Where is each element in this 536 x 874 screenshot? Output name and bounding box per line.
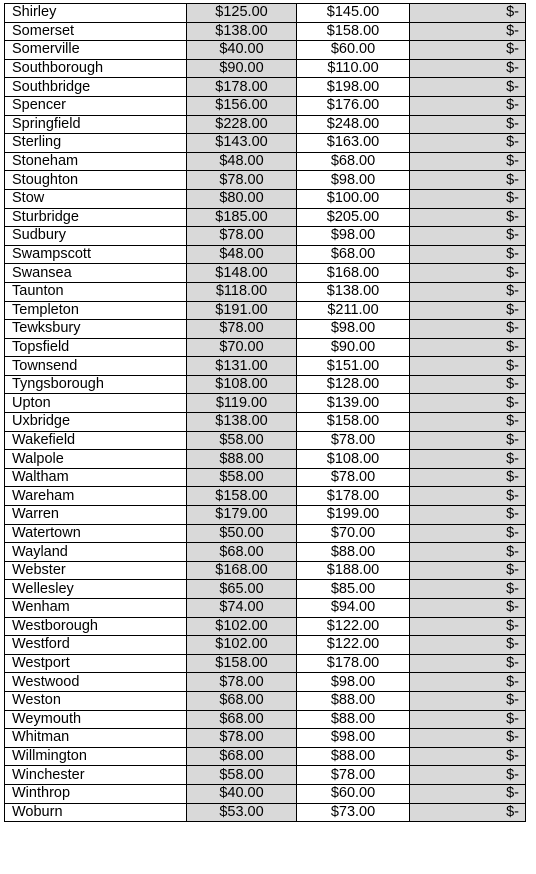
amount-cell-column-3: $68.00 — [297, 245, 410, 264]
amount-cell-column-4: $- — [410, 654, 526, 673]
amount-cell-column-2: $102.00 — [187, 617, 297, 636]
town-name-cell: Winchester — [5, 766, 187, 785]
amount-cell-column-2: $131.00 — [187, 357, 297, 376]
amount-cell-column-3: $138.00 — [297, 282, 410, 301]
table-row — [5, 338, 526, 357]
town-fee-table — [4, 3, 526, 822]
town-name-cell: Westport — [5, 654, 187, 673]
amount-cell-column-4: $- — [410, 41, 526, 60]
town-name-cell: Weymouth — [5, 710, 187, 729]
table-row — [5, 710, 526, 729]
amount-cell-column-2: $68.00 — [187, 691, 297, 710]
amount-cell-column-3: $98.00 — [297, 171, 410, 190]
table-row — [5, 617, 526, 636]
amount-cell-column-2: $78.00 — [187, 171, 297, 190]
amount-cell-column-4: $- — [410, 506, 526, 525]
amount-cell-column-3: $68.00 — [297, 152, 410, 171]
amount-cell-column-3: $128.00 — [297, 375, 410, 394]
amount-cell-column-2: $40.00 — [187, 784, 297, 803]
town-name-cell: Waltham — [5, 468, 187, 487]
amount-cell-column-3: $205.00 — [297, 208, 410, 227]
amount-cell-column-3: $198.00 — [297, 78, 410, 97]
amount-cell-column-2: $50.00 — [187, 524, 297, 543]
amount-cell-column-4: $- — [410, 599, 526, 618]
amount-cell-column-4: $- — [410, 450, 526, 469]
table-row — [5, 729, 526, 748]
table-row — [5, 524, 526, 543]
town-name-cell: Uxbridge — [5, 413, 187, 432]
amount-cell-column-4: $- — [410, 189, 526, 208]
amount-cell-column-4: $- — [410, 152, 526, 171]
amount-cell-column-4: $- — [410, 691, 526, 710]
table-row — [5, 784, 526, 803]
amount-cell-column-4: $- — [410, 4, 526, 23]
town-name-cell: Somerset — [5, 22, 187, 41]
town-name-cell: Swampscott — [5, 245, 187, 264]
table-row — [5, 4, 526, 23]
amount-cell-column-3: $122.00 — [297, 617, 410, 636]
amount-cell-column-2: $125.00 — [187, 4, 297, 23]
amount-cell-column-3: $163.00 — [297, 134, 410, 153]
table-row — [5, 78, 526, 97]
town-name-cell: Stoneham — [5, 152, 187, 171]
amount-cell-column-4: $- — [410, 96, 526, 115]
amount-cell-column-2: $58.00 — [187, 468, 297, 487]
amount-cell-column-4: $- — [410, 301, 526, 320]
amount-cell-column-4: $- — [410, 766, 526, 785]
amount-cell-column-4: $- — [410, 375, 526, 394]
table-row — [5, 171, 526, 190]
amount-cell-column-2: $48.00 — [187, 245, 297, 264]
table-row — [5, 301, 526, 320]
amount-cell-column-3: $73.00 — [297, 803, 410, 822]
amount-cell-column-4: $- — [410, 394, 526, 413]
amount-cell-column-3: $110.00 — [297, 59, 410, 78]
amount-cell-column-3: $176.00 — [297, 96, 410, 115]
amount-cell-column-3: $211.00 — [297, 301, 410, 320]
amount-cell-column-3: $158.00 — [297, 22, 410, 41]
amount-cell-column-4: $- — [410, 617, 526, 636]
table-row — [5, 22, 526, 41]
town-name-cell: Tyngsborough — [5, 375, 187, 394]
table-row — [5, 59, 526, 78]
town-name-cell: Woburn — [5, 803, 187, 822]
amount-cell-column-2: $78.00 — [187, 227, 297, 246]
amount-cell-column-2: $102.00 — [187, 636, 297, 655]
amount-cell-column-4: $- — [410, 784, 526, 803]
town-name-cell: Willmington — [5, 747, 187, 766]
amount-cell-column-4: $- — [410, 468, 526, 487]
amount-cell-column-4: $- — [410, 543, 526, 562]
amount-cell-column-2: $138.00 — [187, 413, 297, 432]
amount-cell-column-3: $60.00 — [297, 41, 410, 60]
town-name-cell: Wakefield — [5, 431, 187, 450]
amount-cell-column-2: $158.00 — [187, 487, 297, 506]
amount-cell-column-3: $90.00 — [297, 338, 410, 357]
amount-cell-column-4: $- — [410, 673, 526, 692]
table-row — [5, 264, 526, 283]
town-name-cell: Whitman — [5, 729, 187, 748]
table-row — [5, 208, 526, 227]
amount-cell-column-3: $88.00 — [297, 710, 410, 729]
table-row — [5, 375, 526, 394]
amount-cell-column-2: $40.00 — [187, 41, 297, 60]
amount-cell-column-4: $- — [410, 561, 526, 580]
amount-cell-column-2: $156.00 — [187, 96, 297, 115]
table-row — [5, 747, 526, 766]
amount-cell-column-3: $88.00 — [297, 691, 410, 710]
town-name-cell: Swansea — [5, 264, 187, 283]
amount-cell-column-2: $65.00 — [187, 580, 297, 599]
table-row — [5, 227, 526, 246]
amount-cell-column-4: $- — [410, 171, 526, 190]
amount-cell-column-4: $- — [410, 59, 526, 78]
town-name-cell: Wellesley — [5, 580, 187, 599]
amount-cell-column-2: $119.00 — [187, 394, 297, 413]
amount-cell-column-4: $- — [410, 803, 526, 822]
town-name-cell: Warren — [5, 506, 187, 525]
amount-cell-column-3: $108.00 — [297, 450, 410, 469]
town-name-cell: Spencer — [5, 96, 187, 115]
amount-cell-column-2: $118.00 — [187, 282, 297, 301]
town-name-cell: Stoughton — [5, 171, 187, 190]
amount-cell-column-2: $68.00 — [187, 710, 297, 729]
amount-cell-column-3: $199.00 — [297, 506, 410, 525]
table-row — [5, 152, 526, 171]
amount-cell-column-2: $74.00 — [187, 599, 297, 618]
town-name-cell: Watertown — [5, 524, 187, 543]
table-row — [5, 543, 526, 562]
amount-cell-column-4: $- — [410, 431, 526, 450]
amount-cell-column-3: $98.00 — [297, 673, 410, 692]
table-row — [5, 468, 526, 487]
table-row — [5, 357, 526, 376]
amount-cell-column-2: $108.00 — [187, 375, 297, 394]
amount-cell-column-2: $78.00 — [187, 673, 297, 692]
town-name-cell: Sudbury — [5, 227, 187, 246]
town-name-cell: Wayland — [5, 543, 187, 562]
table-row — [5, 766, 526, 785]
amount-cell-column-3: $151.00 — [297, 357, 410, 376]
amount-cell-column-3: $188.00 — [297, 561, 410, 580]
table-row — [5, 561, 526, 580]
amount-cell-column-3: $98.00 — [297, 227, 410, 246]
town-name-cell: Wenham — [5, 599, 187, 618]
town-name-cell: Taunton — [5, 282, 187, 301]
amount-cell-column-4: $- — [410, 208, 526, 227]
table-row — [5, 96, 526, 115]
amount-cell-column-4: $- — [410, 320, 526, 339]
amount-cell-column-2: $90.00 — [187, 59, 297, 78]
town-name-cell: Weston — [5, 691, 187, 710]
table-row — [5, 580, 526, 599]
town-name-cell: Stow — [5, 189, 187, 208]
town-name-cell: Tewksbury — [5, 320, 187, 339]
town-name-cell: Shirley — [5, 4, 187, 23]
amount-cell-column-3: $168.00 — [297, 264, 410, 283]
amount-cell-column-4: $- — [410, 245, 526, 264]
amount-cell-column-2: $88.00 — [187, 450, 297, 469]
amount-cell-column-2: $78.00 — [187, 320, 297, 339]
amount-cell-column-4: $- — [410, 413, 526, 432]
amount-cell-column-3: $122.00 — [297, 636, 410, 655]
amount-cell-column-3: $94.00 — [297, 599, 410, 618]
town-name-cell: Templeton — [5, 301, 187, 320]
fee-table-sheet — [4, 3, 525, 822]
table-row — [5, 245, 526, 264]
town-name-cell: Sturbridge — [5, 208, 187, 227]
table-row — [5, 654, 526, 673]
table-row — [5, 320, 526, 339]
table-row — [5, 189, 526, 208]
town-name-cell: Westborough — [5, 617, 187, 636]
amount-cell-column-4: $- — [410, 264, 526, 283]
amount-cell-column-3: $88.00 — [297, 543, 410, 562]
town-name-cell: Sterling — [5, 134, 187, 153]
table-row — [5, 134, 526, 153]
amount-cell-column-2: $48.00 — [187, 152, 297, 171]
town-name-cell: Topsfield — [5, 338, 187, 357]
amount-cell-column-3: $248.00 — [297, 115, 410, 134]
table-row — [5, 431, 526, 450]
town-name-cell: Townsend — [5, 357, 187, 376]
amount-cell-column-2: $78.00 — [187, 729, 297, 748]
amount-cell-column-2: $58.00 — [187, 431, 297, 450]
amount-cell-column-2: $148.00 — [187, 264, 297, 283]
amount-cell-column-2: $228.00 — [187, 115, 297, 134]
amount-cell-column-2: $158.00 — [187, 654, 297, 673]
table-row — [5, 115, 526, 134]
amount-cell-column-3: $145.00 — [297, 4, 410, 23]
table-row — [5, 450, 526, 469]
table-row — [5, 487, 526, 506]
table-row — [5, 673, 526, 692]
amount-cell-column-2: $138.00 — [187, 22, 297, 41]
amount-cell-column-4: $- — [410, 115, 526, 134]
amount-cell-column-2: $80.00 — [187, 189, 297, 208]
table-row — [5, 282, 526, 301]
town-name-cell: Walpole — [5, 450, 187, 469]
amount-cell-column-3: $100.00 — [297, 189, 410, 208]
table-row — [5, 506, 526, 525]
town-name-cell: Winthrop — [5, 784, 187, 803]
amount-cell-column-3: $98.00 — [297, 729, 410, 748]
table-row — [5, 41, 526, 60]
amount-cell-column-4: $- — [410, 487, 526, 506]
amount-cell-column-3: $178.00 — [297, 487, 410, 506]
amount-cell-column-3: $158.00 — [297, 413, 410, 432]
town-name-cell: Webster — [5, 561, 187, 580]
amount-cell-column-3: $85.00 — [297, 580, 410, 599]
town-name-cell: Southbridge — [5, 78, 187, 97]
amount-cell-column-2: $53.00 — [187, 803, 297, 822]
table-row — [5, 413, 526, 432]
amount-cell-column-2: $58.00 — [187, 766, 297, 785]
town-name-cell: Wareham — [5, 487, 187, 506]
amount-cell-column-4: $- — [410, 729, 526, 748]
amount-cell-column-2: $68.00 — [187, 543, 297, 562]
amount-cell-column-3: $78.00 — [297, 766, 410, 785]
amount-cell-column-4: $- — [410, 580, 526, 599]
town-name-cell: Springfield — [5, 115, 187, 134]
amount-cell-column-3: $70.00 — [297, 524, 410, 543]
amount-cell-column-4: $- — [410, 338, 526, 357]
table-row — [5, 394, 526, 413]
amount-cell-column-4: $- — [410, 747, 526, 766]
amount-cell-column-2: $178.00 — [187, 78, 297, 97]
town-name-cell: Somerville — [5, 41, 187, 60]
amount-cell-column-2: $168.00 — [187, 561, 297, 580]
amount-cell-column-3: $60.00 — [297, 784, 410, 803]
amount-cell-column-4: $- — [410, 636, 526, 655]
amount-cell-column-2: $68.00 — [187, 747, 297, 766]
amount-cell-column-2: $185.00 — [187, 208, 297, 227]
amount-cell-column-4: $- — [410, 282, 526, 301]
town-name-cell: Southborough — [5, 59, 187, 78]
amount-cell-column-3: $88.00 — [297, 747, 410, 766]
table-body — [5, 4, 526, 822]
town-name-cell: Westwood — [5, 673, 187, 692]
town-name-cell: Upton — [5, 394, 187, 413]
amount-cell-column-4: $- — [410, 22, 526, 41]
amount-cell-column-2: $70.00 — [187, 338, 297, 357]
amount-cell-column-4: $- — [410, 227, 526, 246]
amount-cell-column-3: $178.00 — [297, 654, 410, 673]
amount-cell-column-2: $191.00 — [187, 301, 297, 320]
amount-cell-column-4: $- — [410, 78, 526, 97]
town-name-cell: Westford — [5, 636, 187, 655]
amount-cell-column-4: $- — [410, 710, 526, 729]
amount-cell-column-4: $- — [410, 357, 526, 376]
amount-cell-column-3: $139.00 — [297, 394, 410, 413]
amount-cell-column-4: $- — [410, 134, 526, 153]
table-row — [5, 599, 526, 618]
amount-cell-column-3: $78.00 — [297, 468, 410, 487]
table-row — [5, 691, 526, 710]
table-row — [5, 636, 526, 655]
amount-cell-column-4: $- — [410, 524, 526, 543]
amount-cell-column-3: $98.00 — [297, 320, 410, 339]
amount-cell-column-3: $78.00 — [297, 431, 410, 450]
amount-cell-column-2: $143.00 — [187, 134, 297, 153]
amount-cell-column-2: $179.00 — [187, 506, 297, 525]
table-row — [5, 803, 526, 822]
